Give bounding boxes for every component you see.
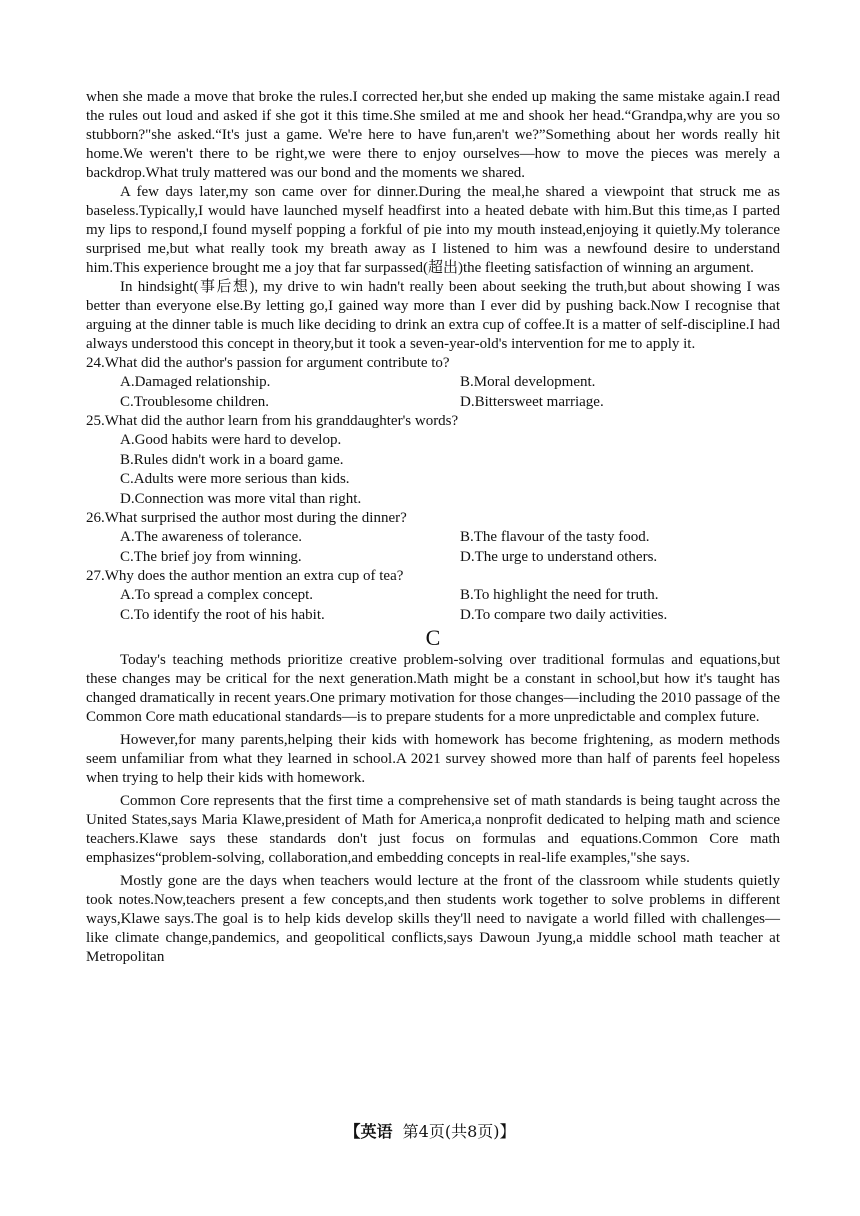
- option-a: A.Good habits were hard to develop.: [120, 432, 342, 448]
- question-26: [86, 509, 780, 567]
- passage-c-paragraph-2: However,for many parents,helping their kids with homework has become frightening, as modern methods seem unfamiliar from what they learned in school.A 2021 survey showed more than half of parents feel hopeless when trying to help their kids with homework.: [86, 732, 780, 786]
- option-d: D.Bittersweet marriage.: [460, 393, 604, 410]
- option-d: D.The urge to understand others.: [460, 548, 658, 565]
- passage-c-paragraph-1: Today's teaching methods prioritize creative problem-solving over traditional formulas and equations,but these changes may be critical for the next generation.Math might be a constant in school,but how it's taught has changed dramatically in recent years.One primary motivation for those changes—including the 2010 passage of the Common Core math educational standards—is to prepare students for a more unpredictable and complex future.: [86, 652, 780, 725]
- option-b: B.To highlight the need for truth.: [460, 587, 659, 603]
- question-stem: 27.Why does the author mention an extra cup of tea?: [86, 568, 404, 584]
- option-c: C.The brief joy from winning.: [120, 548, 302, 565]
- option-b: B.The flavour of the tasty food.: [460, 529, 650, 545]
- passage-b-paragraph-2: A few days later,my son came over for dinner.During the meal,he shared a viewpoint that struck me as baseless.Typically,I would have launched myself headfirst into a heated debate with him.But this time,as I parted my lips to respond,I found myself popping a forkful of pie into my mouth instead,enjoying it quietly.My tolerance surprised me,but what really took my breath away as I listened to him was a newfound desire to understand him.This experience brought me a joy that far surpassed(超出)the fleeting satisfaction of winning an argument.: [86, 184, 780, 276]
- question-25: [86, 412, 780, 509]
- option-d: D.To compare two daily activities.: [460, 606, 668, 623]
- section-heading: C: [425, 625, 441, 650]
- option-a: A.Damaged relationship.: [120, 374, 271, 390]
- page-content: [86, 88, 780, 967]
- footer-subject: 【英语: [344, 1122, 393, 1141]
- footer-page-number: 第4页(共8页)】: [402, 1122, 516, 1141]
- option-c: C.Adults were more serious than kids.: [120, 471, 350, 487]
- option-d: D.Connection was more vital than right.: [120, 490, 362, 507]
- page-footer: [0, 1119, 860, 1142]
- option-c: C.Troublesome children.: [120, 393, 270, 410]
- question-stem: 26.What surprised the author most during the dinner?: [86, 510, 407, 526]
- passage-c-paragraph-3: Common Core represents that the first time a comprehensive set of math standards is being taught across the United States,says Maria Klawe,president of Math for America,a nonprofit dedicated to helping math and science teachers.Klawe says these standards don't just focus on formulas and equations.Common Core math emphasizes“problem-solving, collaboration,and embedding concepts in real-life examples,"she says.: [86, 793, 780, 866]
- option-c: C.To identify the root of his habit.: [120, 606, 325, 623]
- passage-b-paragraph-3: In hindsight(事后想), my drive to win hadn't really been about seeking the truth,but about showing I was better than everyone else.By letting go,I gained way more than I ever did by pushing back.Now I recognise that arguing at the dinner table is much like deciding to drink an extra cup of coffee.It is a matter of self-discipline.I had always understood this concept in theory,but it took a seven-year-old's intervention for me to apply it.: [86, 279, 780, 352]
- question-stem: 24.What did the author's passion for argument contribute to?: [86, 355, 450, 371]
- question-stem: 25.What did the author learn from his granddaughter's words?: [86, 413, 459, 429]
- option-a: A.The awareness of tolerance.: [120, 529, 302, 545]
- passage-c-paragraph-4: Mostly gone are the days when teachers would lecture at the front of the classroom while students quietly took notes.Now,teachers present a few concepts,and then students work together to solve problems in different ways,Klawe says.The goal is to help kids develop skills they'll need to navigate a world filled with challenges—like climate change,pandemics, and geopolitical conflicts,says Dawoun Jyung,a middle school math teacher at Metropolitan: [86, 873, 780, 965]
- option-b: B.Moral development.: [460, 374, 596, 390]
- question-27: [86, 567, 780, 625]
- option-a: A.To spread a complex concept.: [120, 587, 314, 603]
- question-24: [86, 354, 780, 412]
- option-b: B.Rules didn't work in a board game.: [120, 451, 344, 468]
- passage-b-paragraph-1: when she made a move that broke the rules.I corrected her,but she ended up making the same mistake again.I read the rules out loud and asked if she got it this time.She smiled at me and shook her head.“Grandpa,why are you so stubborn?"she asked.“It's just a game. We're here to have fun,aren't we?”Something about her words really hit home.We weren't there to be right,we were there to enjoy ourselves—how to move the pieces was merely a backdrop.What truly mattered was our bond and the moments we shared.: [86, 89, 780, 181]
